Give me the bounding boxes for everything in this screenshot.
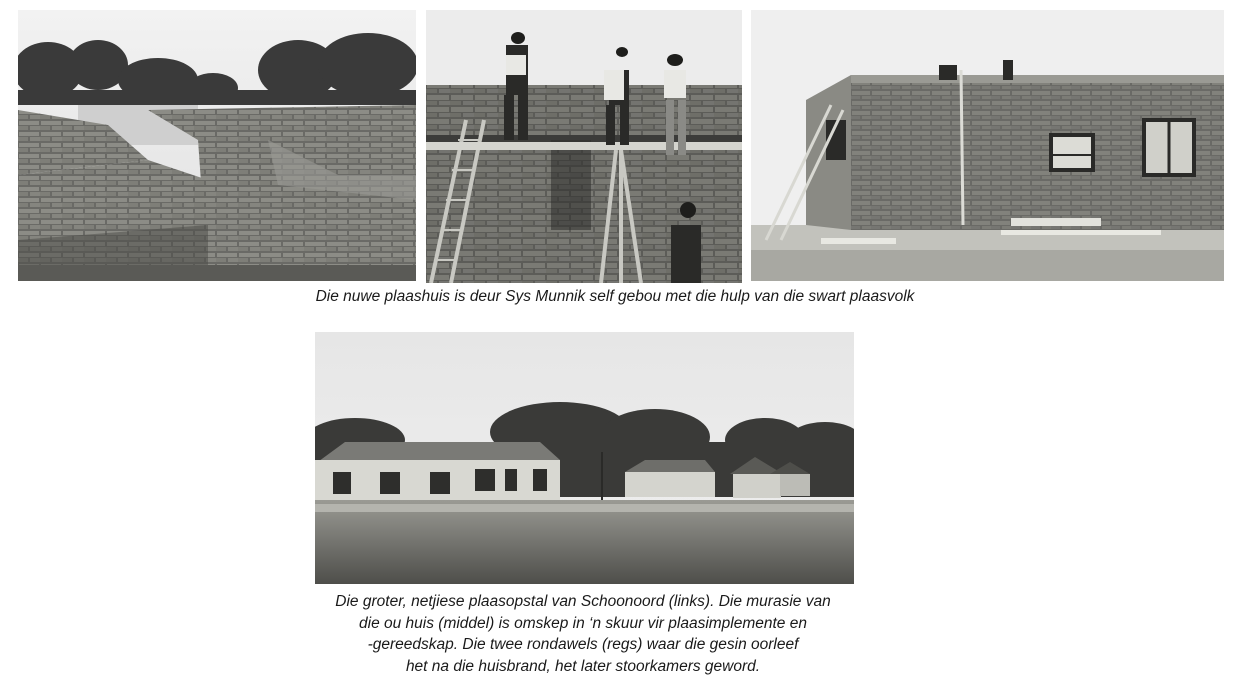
caption-line: Die groter, netjiese plaasopstal van Schoonoord (links). Die murasie van	[335, 593, 831, 610]
caption-construction: Die nuwe plaashuis is deur Sys Munnik self gebou met die hulp van die swart plaasvolk	[315, 288, 915, 305]
photo-farmstead	[315, 332, 854, 584]
caption-farmstead	[283, 591, 883, 677]
caption-line: -gereedskap. Die twee rondawels (regs) waar die gesin oorleef	[367, 636, 799, 653]
caption-line: die ou huis (middel) is omskep in ‘n skuur vir plaasimplemente en	[359, 614, 807, 632]
photo-house-construction	[751, 10, 1224, 281]
caption-line: het na die huisbrand, het later stoorkamers geword.	[405, 657, 761, 675]
photo-builders-scaffold	[426, 10, 742, 283]
photo-brick-foundation	[18, 10, 416, 281]
